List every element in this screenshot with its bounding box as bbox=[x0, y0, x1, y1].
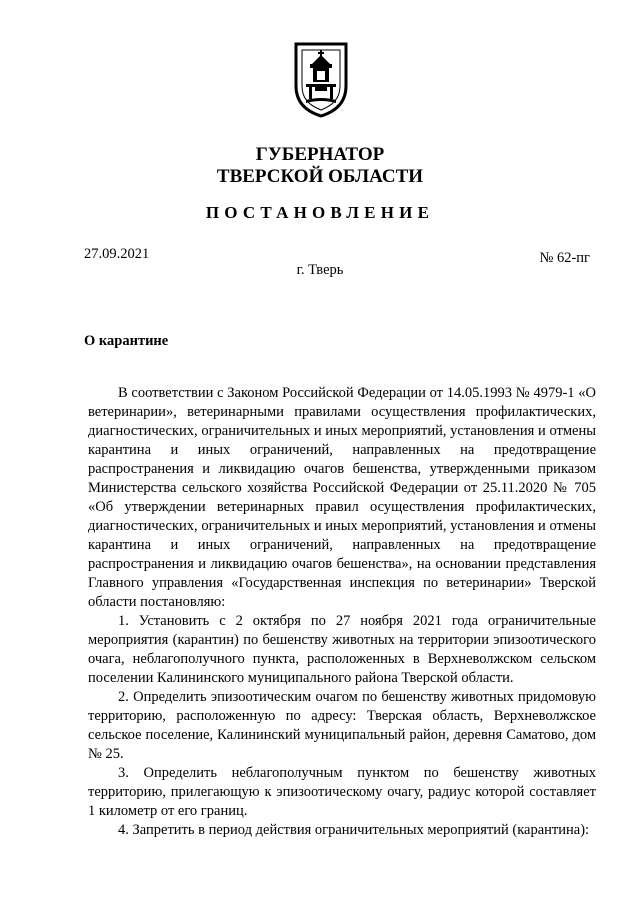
clause-paragraph: 1. Установить с 2 октября по 27 ноября 2021 года ограничительные мероприятия (карантин) по бешенству животных на территории эпизоотического очага, неблагополучного пункта, расположенных в Верхневолжском сельском поселении Калининского муниципального района Тверской области. bbox=[88, 613, 596, 686]
document-date: 27.09.2021 bbox=[84, 246, 150, 262]
document-type: ПОСТАНОВЛЕНИЕ bbox=[205, 203, 435, 222]
tver-coat-of-arms-emblem bbox=[292, 40, 350, 118]
issuer-title-line2: ТВЕРСКОЙ ОБЛАСТИ bbox=[216, 166, 424, 187]
clause-paragraph: 3. Определить неблагополучным пунктом по бешенству животных территорию, прилегающую к эпизоотическому очагу, радиус которой составляет 1 километр от его границ. bbox=[88, 765, 596, 819]
document-subject: О карантине bbox=[84, 333, 169, 349]
document-number: № 62-пг bbox=[539, 250, 590, 266]
document-body bbox=[88, 384, 596, 840]
clause-paragraph: 2. Определить эпизоотическим очагом по бешенству животных придомовую территорию, расположенную по адресу: Тверская область, Верхневолжское сельское поселение, Калининский муниципальный район, деревня Саматово, дом № 25. bbox=[88, 689, 596, 762]
preamble-paragraph: В соответствии с Законом Российской Федерации от 14.05.1993 № 4979-1 «О ветеринарии», ветеринарными правилами осуществления профилактических, диагностических, ограничительных и иных мероприятий, установления и отмены карантина и иных ограничений, направленных на предотвращение распространения и ликвидацию очагов бешенства, утвержденными приказом Министерства сельского хозяйства Российской Федерации от 25.11.2020 № 705 «Об утверждении ветеринарных правил осуществления профилактических, диагностических, ограничительных и иных мероприятий, установления и отмены карантина и иных ограничений, направленных на предотвращение распространения и ликвидацию очагов бешенства», на основании представления Главного управления «Государственная инспекция по ветеринарии» Тверской области постановляю: bbox=[88, 385, 596, 610]
issuer-title-line1: ГУБЕРНАТОР bbox=[255, 144, 385, 165]
clause-paragraph: 4. Запретить в период действия ограничительных мероприятий (карантина): bbox=[118, 822, 590, 838]
document-city: г. Тверь bbox=[296, 262, 344, 278]
